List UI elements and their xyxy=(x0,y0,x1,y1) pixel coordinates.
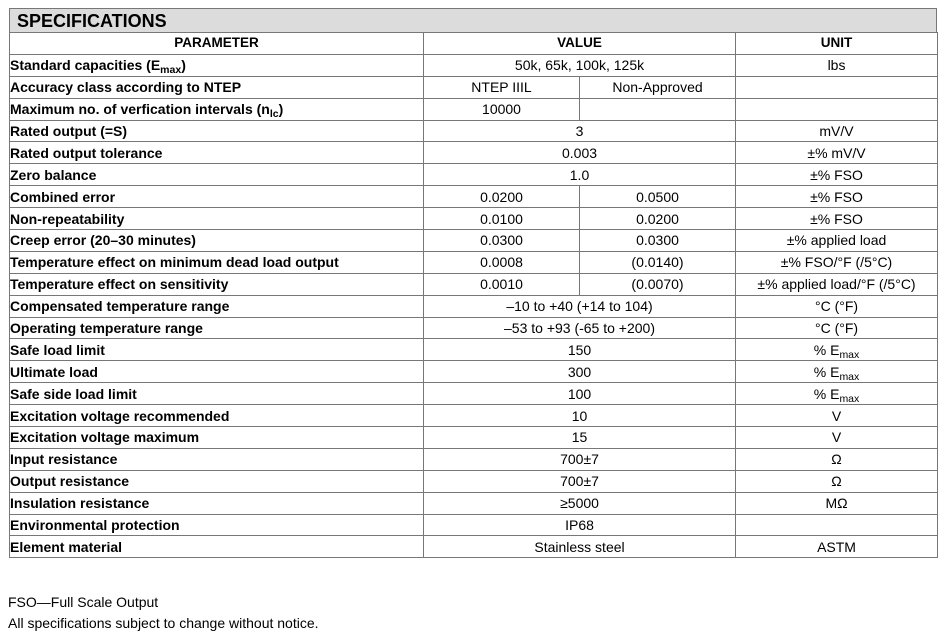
value-cell: 100 xyxy=(424,383,736,405)
value-cell: NTEP IIIL xyxy=(424,76,580,98)
unit-cell: ±% FSO xyxy=(736,186,938,208)
unit-cell: ±% FSO xyxy=(736,164,938,186)
value-cell: Stainless steel xyxy=(424,536,736,558)
unit-cell: ±% FSO/°F (/5°C) xyxy=(736,251,938,273)
table-row xyxy=(10,470,938,492)
value-cell: 10 xyxy=(424,405,736,427)
value-cell: –10 to +40 (+14 to 104) xyxy=(424,295,736,317)
value-cell: 0.003 xyxy=(424,142,736,164)
unit-cell: V xyxy=(736,427,938,449)
unit-cell: % $E_{max}$ xyxy=(736,339,938,361)
value-cell xyxy=(580,98,736,120)
table-row xyxy=(10,164,938,186)
unit-cell: Ω xyxy=(736,470,938,492)
value-cell: 0.0200 xyxy=(580,208,736,230)
parameter-cell: Maximum no. of verfication intervals $(n_{lc})$ xyxy=(10,98,424,120)
value-cell: 0.0300 xyxy=(424,230,580,252)
parameter-cell: Environmental protection xyxy=(10,514,424,536)
parameter-cell: Zero balance xyxy=(10,164,424,186)
table-body xyxy=(10,54,938,557)
parameter-cell: Element material xyxy=(10,536,424,558)
table-row xyxy=(10,142,938,164)
unit-cell: °C (°F) xyxy=(736,317,938,339)
value-cell: 0.0010 xyxy=(424,273,580,295)
parameter-cell: Non-repeatability xyxy=(10,208,424,230)
unit-cell: lbs xyxy=(736,54,938,76)
header-value: VALUE xyxy=(424,33,736,55)
specifications-panel xyxy=(8,8,937,631)
value-cell: (0.0070) xyxy=(580,273,736,295)
section-title: SPECIFICATIONS xyxy=(9,8,937,32)
table-row xyxy=(10,186,938,208)
unit-cell: °C (°F) xyxy=(736,295,938,317)
table-row xyxy=(10,383,938,405)
parameter-cell: Input resistance xyxy=(10,448,424,470)
table-row xyxy=(10,361,938,383)
value-cell: 3 xyxy=(424,120,736,142)
value-cell: 0.0500 xyxy=(580,186,736,208)
value-cell: 700±7 xyxy=(424,448,736,470)
value-cell: Non-Approved xyxy=(580,76,736,98)
table-row xyxy=(10,230,938,252)
table-row xyxy=(10,317,938,339)
table-row xyxy=(10,448,938,470)
value-cell: (0.0140) xyxy=(580,251,736,273)
unit-cell: ASTM xyxy=(736,536,938,558)
value-cell: –53 to +93 (-65 to +200) xyxy=(424,317,736,339)
table-row xyxy=(10,54,938,76)
value-cell: 15 xyxy=(424,427,736,449)
unit-cell: ±% mV/V xyxy=(736,142,938,164)
parameter-cell: Compensated temperature range xyxy=(10,295,424,317)
value-cell: 150 xyxy=(424,339,736,361)
unit-cell: % $E_{max}$ xyxy=(736,361,938,383)
value-cell: 0.0100 xyxy=(424,208,580,230)
value-cell: 50k, 65k, 100k, 125k xyxy=(424,54,736,76)
unit-cell: mV/V xyxy=(736,120,938,142)
table-row xyxy=(10,251,938,273)
parameter-cell: Rated output (=S) xyxy=(10,120,424,142)
unit-cell: ±% applied load/°F (/5°C) xyxy=(736,273,938,295)
table-row xyxy=(10,273,938,295)
parameter-cell: Excitation voltage recommended xyxy=(10,405,424,427)
parameter-cell: Operating temperature range xyxy=(10,317,424,339)
unit-cell: ±% applied load xyxy=(736,230,938,252)
parameter-cell: Safe side load limit xyxy=(10,383,424,405)
parameter-cell: Combined error xyxy=(10,186,424,208)
parameter-cell: Insulation resistance xyxy=(10,492,424,514)
value-cell: ≥5000 xyxy=(424,492,736,514)
unit-cell: Ω xyxy=(736,448,938,470)
parameter-cell: Standard capacities $(E_{max})$ xyxy=(10,54,424,76)
unit-cell: ±% FSO xyxy=(736,208,938,230)
unit-cell: MΩ xyxy=(736,492,938,514)
table-row xyxy=(10,98,938,120)
parameter-cell: Temperature effect on sensitivity xyxy=(10,273,424,295)
parameter-cell: Rated output tolerance xyxy=(10,142,424,164)
parameter-cell: Excitation voltage maximum xyxy=(10,427,424,449)
value-cell: 300 xyxy=(424,361,736,383)
parameter-cell: Creep error (20–30 minutes) xyxy=(10,230,424,252)
table-row xyxy=(10,492,938,514)
value-cell: 0.0300 xyxy=(580,230,736,252)
parameter-cell: Ultimate load xyxy=(10,361,424,383)
parameter-cell: Accuracy class according to NTEP xyxy=(10,76,424,98)
header-unit: UNIT xyxy=(736,33,938,55)
table-header-row xyxy=(10,33,938,55)
table-row xyxy=(10,120,938,142)
unit-cell: % $E_{max}$ xyxy=(736,383,938,405)
table-row xyxy=(10,536,938,558)
unit-cell xyxy=(736,76,938,98)
parameter-cell: Temperature effect on minimum dead load output xyxy=(10,251,424,273)
value-cell: 1.0 xyxy=(424,164,736,186)
specifications-table xyxy=(9,32,938,558)
header-parameter: PARAMETER xyxy=(10,33,424,55)
value-cell: 10000 xyxy=(424,98,580,120)
unit-cell xyxy=(736,514,938,536)
unit-cell: V xyxy=(736,405,938,427)
value-cell: IP68 xyxy=(424,514,736,536)
table-row xyxy=(10,295,938,317)
parameter-cell: Output resistance xyxy=(10,470,424,492)
footnote-disclaimer: All specifications subject to change without notice. xyxy=(8,615,319,631)
value-cell: 0.0008 xyxy=(424,251,580,273)
parameter-cell: Safe load limit xyxy=(10,339,424,361)
table-row xyxy=(10,427,938,449)
value-cell: 700±7 xyxy=(424,470,736,492)
table-row xyxy=(10,76,938,98)
unit-cell xyxy=(736,98,938,120)
footnotes xyxy=(8,592,319,634)
value-cell: 0.0200 xyxy=(424,186,580,208)
table-row xyxy=(10,514,938,536)
table-row xyxy=(10,208,938,230)
footnote-fso: FSO—Full Scale Output xyxy=(8,594,159,610)
table-row xyxy=(10,339,938,361)
table-row xyxy=(10,405,938,427)
